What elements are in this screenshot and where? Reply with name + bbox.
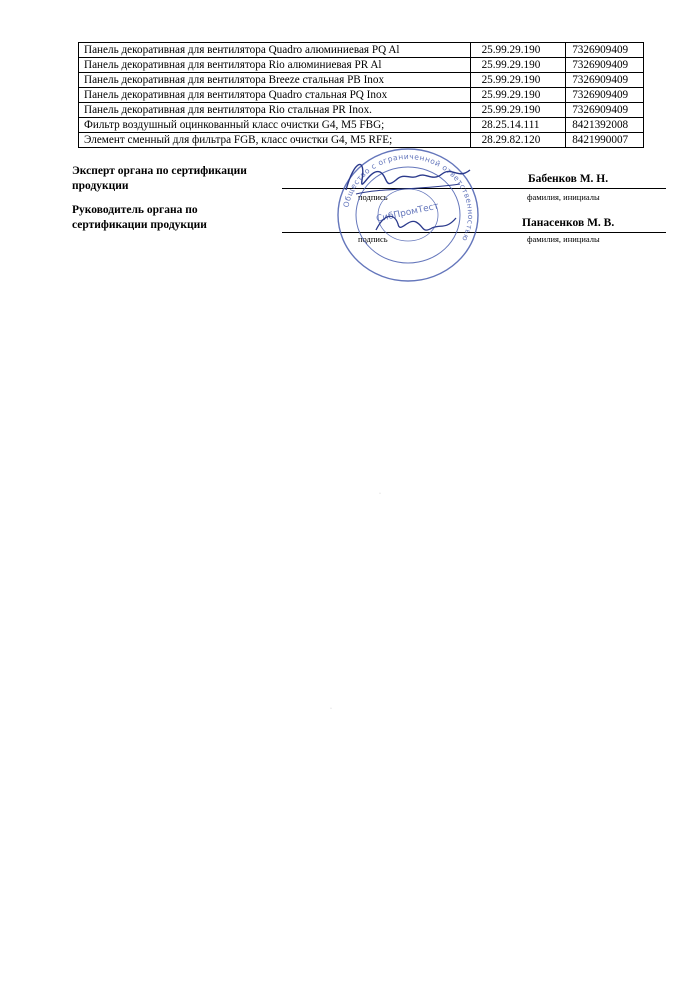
stamp-center-text: СибПромТест bbox=[375, 201, 440, 225]
head-name: Панасенков М. В. bbox=[522, 217, 615, 229]
product-row bbox=[79, 118, 644, 133]
product-row bbox=[79, 103, 644, 118]
product-row bbox=[79, 73, 644, 88]
product-name-cell: Панель декоративная для вентилятора Rio стальная PR Inox. bbox=[79, 103, 471, 118]
okpd-code-cell: 25.99.29.190 bbox=[470, 58, 566, 73]
product-name-cell: Панель декоративная для вентилятора Rio алюминиевая PR Al bbox=[79, 58, 471, 73]
product-row bbox=[79, 88, 644, 103]
product-name-cell: Элемент сменный для фильтра FGB, класс очистки G4, M5 RFE; bbox=[79, 133, 471, 148]
okpd-code-cell: 25.99.29.190 bbox=[470, 73, 566, 88]
expert-handwritten-signature bbox=[340, 150, 480, 210]
head-handwritten-signature bbox=[372, 201, 462, 244]
product-name-cell: Панель декоративная для вентилятора Quadro алюминиевая PQ Al bbox=[79, 43, 471, 58]
tnved-code-cell: 7326909409 bbox=[566, 88, 644, 103]
products-table-body bbox=[79, 43, 644, 148]
stamp-outer-text: Общество с ограниченной ответственностью bbox=[341, 151, 476, 243]
okpd-code-cell: 25.99.29.190 bbox=[470, 88, 566, 103]
tnved-code-cell: 8421392008 bbox=[566, 118, 644, 133]
product-name-cell: Панель декоративная для вентилятора Breeze стальная PB Inox bbox=[79, 73, 471, 88]
tnved-code-cell: 7326909409 bbox=[566, 43, 644, 58]
head-role-label: Руководитель органа по сертификации продукции bbox=[72, 204, 207, 231]
head-signature-caption: подпись bbox=[358, 234, 388, 244]
expert-signature-caption: подпись bbox=[358, 192, 388, 202]
tnved-code-cell: 7326909409 bbox=[566, 58, 644, 73]
expert-name: Бабенков М. Н. bbox=[528, 173, 609, 185]
okpd-code-cell: 25.99.29.190 bbox=[470, 43, 566, 58]
product-name-cell: Панель декоративная для вентилятора Quadro стальная PQ Inox bbox=[79, 88, 471, 103]
product-row bbox=[79, 58, 644, 73]
tnved-code-cell: 8421990007 bbox=[566, 133, 644, 148]
expert-name-caption: фамилия, инициалы bbox=[527, 192, 600, 202]
okpd-code-cell: 28.29.82.120 bbox=[470, 133, 566, 148]
okpd-code-cell: 28.25.14.111 bbox=[470, 118, 566, 133]
scan-speck: · bbox=[330, 706, 332, 712]
product-row bbox=[79, 43, 644, 58]
expert-role-label: Эксперт органа по сертификации продукции bbox=[72, 165, 247, 192]
tnved-code-cell: 7326909409 bbox=[566, 103, 644, 118]
okpd-code-cell: 25.99.29.190 bbox=[470, 103, 566, 118]
head-name-caption: фамилия, инициалы bbox=[527, 234, 600, 244]
products-table bbox=[78, 42, 644, 148]
product-name-cell: Фильтр воздушный оцинкованный класс очистки G4, M5 FBG; bbox=[79, 118, 471, 133]
scan-speck: · bbox=[379, 491, 381, 497]
tnved-code-cell: 7326909409 bbox=[566, 73, 644, 88]
